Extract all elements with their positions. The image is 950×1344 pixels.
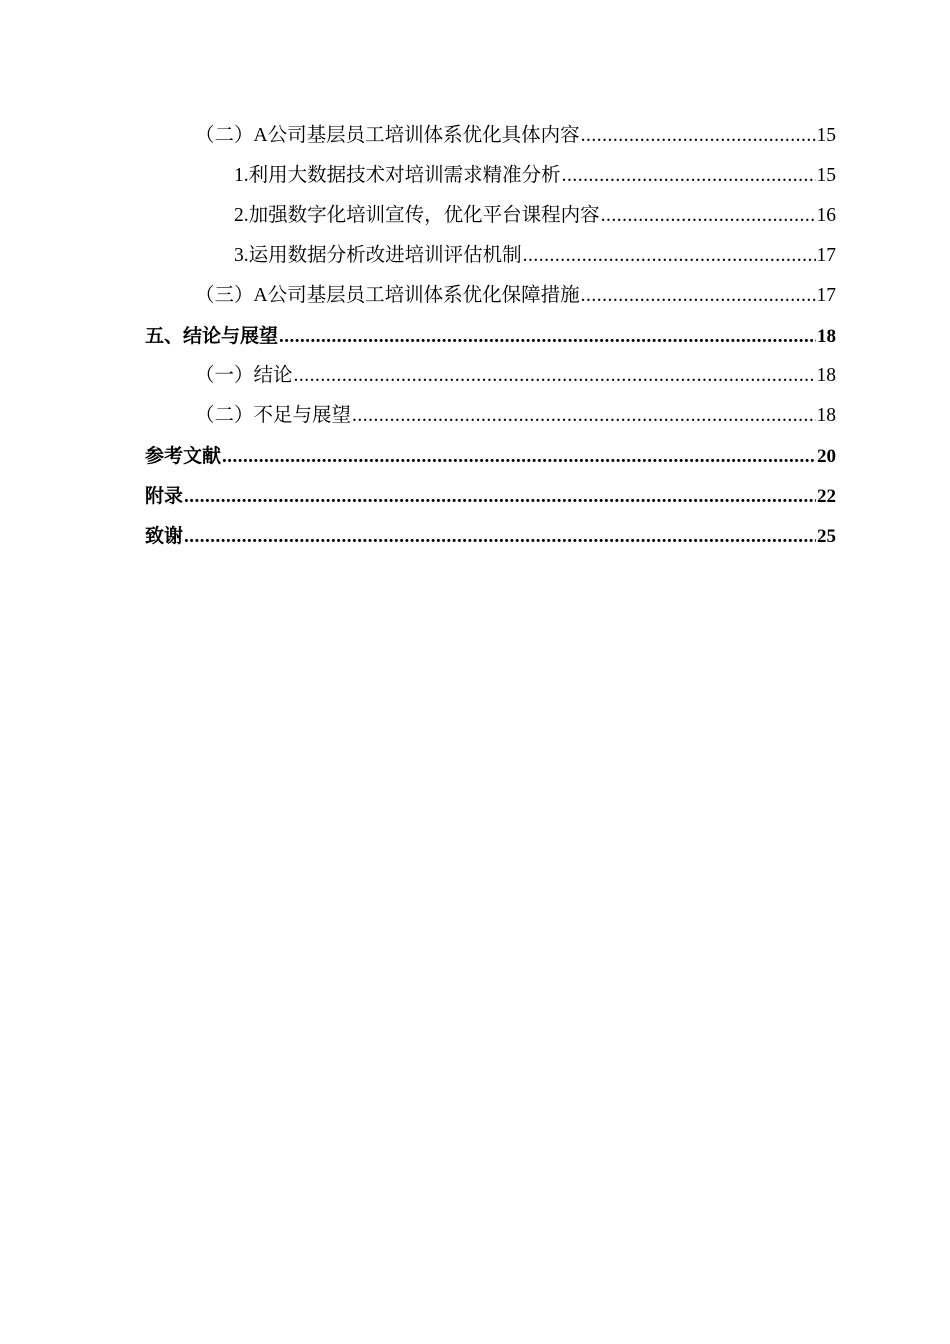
toc-entry-title: 附录	[145, 485, 184, 507]
toc-dot-leader	[562, 156, 816, 196]
toc-page-number: 20	[817, 446, 836, 467]
toc-dot-leader	[581, 116, 816, 156]
toc-entry-title: （一）结论	[195, 365, 293, 386]
toc-entry[interactable]	[145, 356, 836, 396]
toc-page-number: 22	[817, 486, 836, 507]
toc-entry-title: （二）不足与展望	[195, 405, 352, 426]
toc-entry-title: 五、结论与展望	[145, 325, 279, 347]
table-of-contents	[145, 116, 836, 556]
toc-entry[interactable]	[145, 396, 836, 436]
toc-entry[interactable]	[145, 476, 836, 516]
toc-page-number: 25	[817, 526, 836, 547]
toc-entry-title: （三）A公司基层员工培训体系优化保障措施	[195, 285, 580, 306]
toc-entry-title: （二）A公司基层员工培训体系优化具体内容	[195, 125, 580, 146]
toc-entry[interactable]	[145, 436, 836, 476]
toc-dot-leader	[294, 356, 816, 396]
toc-page-number: 15	[816, 125, 836, 146]
toc-entry[interactable]	[145, 116, 836, 156]
toc-page-number: 18	[816, 405, 836, 426]
toc-entry[interactable]	[145, 516, 836, 556]
toc-dot-leader	[222, 437, 816, 477]
toc-entry-title: 1.利用大数据技术对培训需求精准分析	[234, 165, 561, 186]
toc-page-number: 17	[816, 245, 836, 266]
toc-entry-title: 3.运用数据分析改进培训评估机制	[234, 245, 522, 266]
toc-entry-title: 致谢	[145, 525, 184, 547]
toc-entry[interactable]	[145, 236, 836, 276]
toc-dot-leader	[601, 196, 816, 236]
toc-page-number: 18	[817, 326, 836, 347]
toc-entry[interactable]	[145, 316, 836, 356]
toc-dot-leader	[581, 276, 816, 316]
toc-dot-leader	[523, 236, 816, 276]
toc-dot-leader	[352, 396, 815, 436]
toc-dot-leader	[184, 477, 816, 517]
toc-page-number: 16	[816, 205, 836, 226]
toc-entry[interactable]	[145, 196, 836, 236]
toc-entry[interactable]	[145, 276, 836, 316]
toc-page-number: 17	[816, 285, 836, 306]
toc-page-number: 18	[816, 365, 836, 386]
toc-dot-leader	[279, 317, 816, 357]
toc-dot-leader	[184, 517, 816, 557]
toc-page-number: 15	[816, 165, 836, 186]
toc-entry-title: 2.加强数字化培训宣传，优化平台课程内容	[234, 205, 600, 226]
toc-entry-title: 参考文献	[145, 445, 222, 467]
toc-entry[interactable]	[145, 156, 836, 196]
